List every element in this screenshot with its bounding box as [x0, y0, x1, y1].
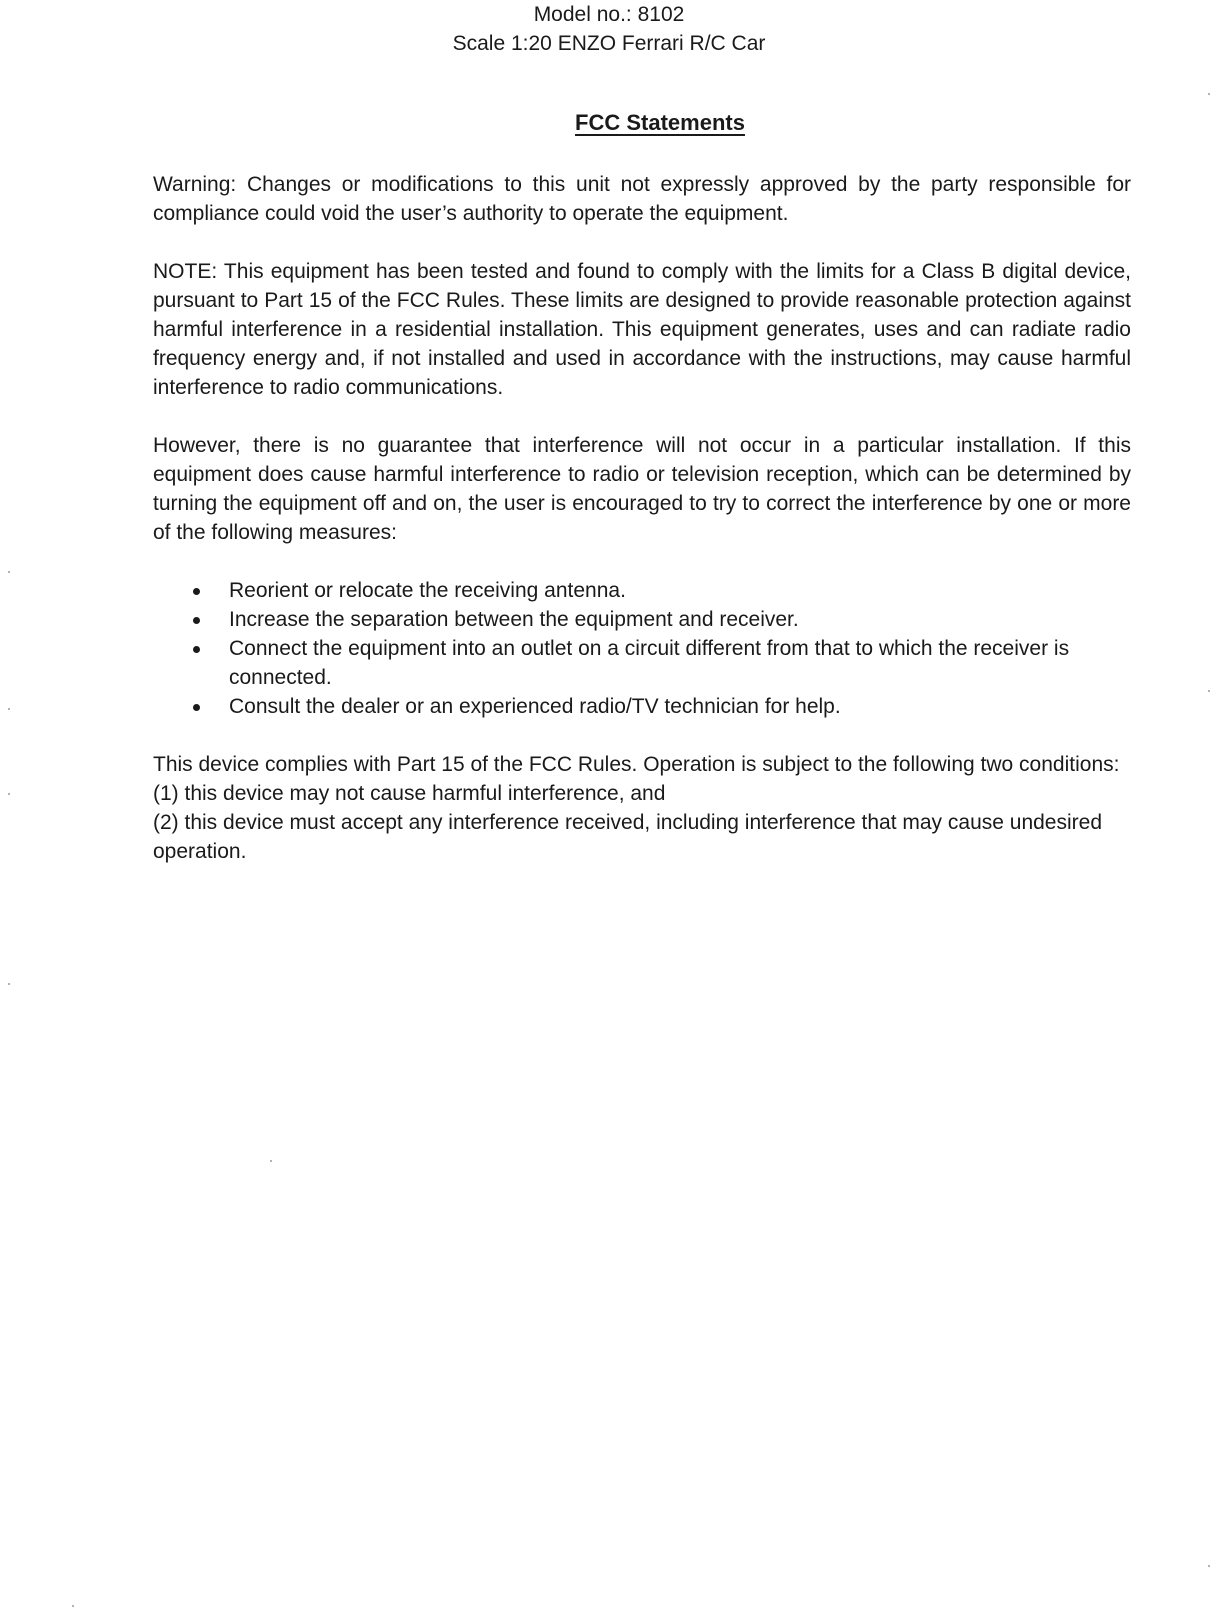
scan-speck — [1208, 690, 1210, 692]
document-header — [0, 0, 1218, 58]
scan-speck — [8, 571, 10, 573]
compliance-condition-2: (2) this device must accept any interference received, including interference that may cause undesired operation. — [153, 811, 1102, 863]
scan-speck — [72, 1605, 74, 1607]
list-item-text: Consult the dealer or an experienced radio/TV technician for help. — [229, 695, 841, 718]
scan-speck — [8, 793, 10, 795]
list-item — [229, 692, 1131, 721]
scan-speck — [1208, 1565, 1210, 1567]
list-item-text: Increase the separation between the equipment and receiver. — [229, 608, 799, 631]
however-paragraph: However, there is no guarantee that interference will not occur in a particular installation. If this equipment does cause harmful interference to radio or television reception, which can be determined by turning the equipment off and on, the user is encouraged to try to correct the interference by one or more of the following measures: — [153, 434, 1131, 544]
warning-paragraph: Warning: Changes or modifications to this unit not expressly approved by the party responsible for compliance could void the user’s authority to operate the equipment. — [153, 173, 1131, 225]
list-item — [229, 576, 1131, 605]
measures-list — [153, 576, 1131, 721]
model-number: Model no.: 8102 — [533, 3, 685, 26]
scan-speck — [8, 983, 10, 985]
compliance-intro: This device complies with Part 15 of the FCC Rules. Operation is subject to the following two conditions: — [153, 753, 1120, 776]
compliance-condition-1: (1) this device may not cause harmful interference, and — [153, 782, 666, 805]
bullet-icon — [193, 704, 200, 711]
scan-speck — [1208, 93, 1210, 95]
document-body — [153, 170, 1131, 866]
bullet-icon — [193, 646, 200, 653]
scan-speck — [8, 708, 10, 710]
list-item — [229, 605, 1131, 634]
page-title: FCC Statements — [575, 110, 745, 135]
bullet-icon — [193, 588, 200, 595]
product-name: Scale 1:20 ENZO Ferrari R/C Car — [452, 32, 766, 55]
bullet-icon — [193, 617, 200, 624]
list-item-text: Reorient or relocate the receiving antenna. — [229, 579, 626, 602]
scan-speck — [270, 1160, 272, 1162]
note-paragraph: NOTE: This equipment has been tested and found to comply with the limits for a Class B digital device, pursuant to Part 15 of the FCC Rules. These limits are designed to provide reasonable protection against harmful interference in a residential installation. This equipment generates, uses and can radiate radio frequency energy and, if not installed and used in accordance with the instructions, may cause harmful interference to radio communications. — [153, 260, 1131, 399]
list-item-text: Connect the equipment into an outlet on a circuit different from that to which the receiver is connected. — [229, 637, 1070, 689]
list-item — [229, 634, 1131, 692]
